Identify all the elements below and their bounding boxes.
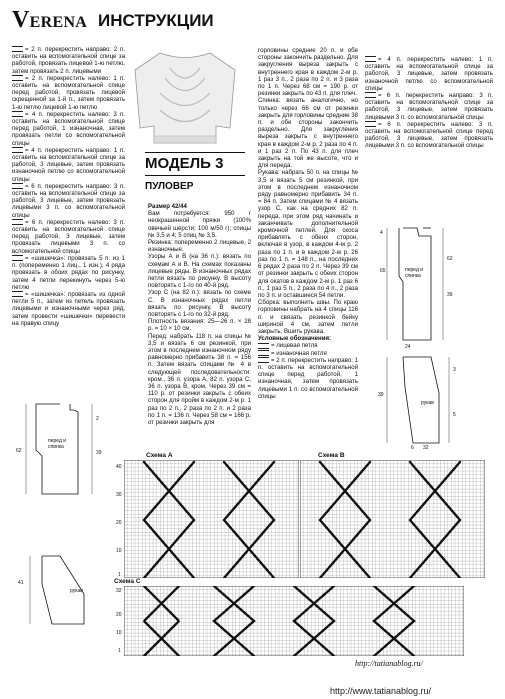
model-subtitle: ПУЛОВЕР <box>145 181 194 192</box>
cross-4-right-icon <box>12 147 23 153</box>
paragraph: Спинка: вязать аналогично, но только через 66 см от резинки закрыть для горловины средние 38 п. и обе стороны закончить раздельно. Для закругления выреза закрыть с внутреннего края в каждом 2-м р. 2 раза по 4 п. и 1 раз 2 п. По 43 п. для плеч закрыть на той же высоте, что и для переда. <box>258 97 359 170</box>
row-number: 1 <box>118 648 121 654</box>
footer-watermark[interactable]: http://www.tatianablog.ru/ <box>330 686 432 696</box>
legend-item: = «шишечка»: провязать 5 п. из 1 п. (попеременно 1 лиц., 1 изн.), 4 ряда провязать в обоих рядах по рисунку, затем 4 петли перекинуть через 5-ю петлю <box>12 254 125 291</box>
dim-number: 41 <box>18 580 24 586</box>
paragraph: Узоры А и В (на 36 п.): вязать по схемам А и В. На схемах показаны лицевые ряды. В изнаночных рядах петли вязать по рисунку. В высоту повторять с 1-го по 40-й ряд. <box>148 253 251 290</box>
brand-logo <box>12 7 87 34</box>
footer-url[interactable]: http://tatianablog.ru/ <box>355 659 423 668</box>
dim-number: 4 <box>380 230 383 236</box>
legend-item: = 6 п. перекрестить налево: 3 п. оставить на вспомогательной спице перед работой, 3 лицевые, затем провязать лицевыми 3 п. со вспомогательной спицы <box>365 120 493 150</box>
right-center-column <box>258 47 358 400</box>
legend-item: = 2 п. перекрестить налево: 1 п. оставить на вспомогательной спице перед работой, провязать лицевой скрещенной за 1-й п., затем провязать 1-ю петлю лицевой 1-ю петлю <box>12 74 125 111</box>
row-number: 1 <box>118 572 121 578</box>
right-schematics <box>365 222 495 457</box>
page-header <box>12 9 252 35</box>
cross-6-left-icon <box>12 219 23 225</box>
schematic-label: рукав <box>421 400 434 406</box>
cross-2-right-icon <box>12 46 23 52</box>
dim-number: 39 <box>378 392 384 398</box>
row-number: 40 <box>116 464 122 470</box>
model-title: МОДЕЛЬ 3 <box>145 155 224 172</box>
dim-number: 5 <box>453 412 456 418</box>
legend-item: = лицевая петля <box>258 342 358 349</box>
legend-item: = 4 п. перекрестить направо: 1 п. оставить на вспомогательной спице за работой, 3 лицевые, затем провязать изнаночной петлю со вспомогательной спицы <box>12 146 125 183</box>
chart-c-label: Схема С <box>114 578 141 585</box>
knit-stitch-icon <box>258 343 269 349</box>
legend-title: Условные обозначения: <box>258 335 332 343</box>
legend-item: = 2 п. перекрестить направо: 1 п. оставить на вспомогательной спице перед работой, 1 изнаночная, затем провязать лицевыми 1 п. со вспомогательной спицы <box>258 356 358 400</box>
sweater-illustration <box>130 48 240 148</box>
dim-number: 3 <box>453 367 456 373</box>
dim-number: 2 <box>96 416 99 422</box>
legend-item: = 6 п. перекрестить направо: 3 п. оставить на вспомогательной спице за работой, 3 лицевые, затем провязать лицевыми 3 п. со вспомогательной спицы <box>365 92 493 121</box>
legend-item: = изнаночная петля <box>258 350 358 357</box>
left-legend-column <box>12 46 125 327</box>
cross-6-left-icon <box>365 121 376 127</box>
legend-item: = 6 п. перекрестить налево: 3 п. оставить на вспомогательной спице перед работой, 3 лицевые, затем провязать лицевыми 3 п. со вспомогательной спицы <box>12 218 125 255</box>
row-number: 10 <box>116 548 122 554</box>
page-title: ИНСТРУКЦИИ <box>98 11 214 30</box>
row-number: 20 <box>116 520 122 526</box>
size-label: Размер 42/44 <box>148 203 187 210</box>
cross-6-right-icon <box>365 92 376 98</box>
right-legend-column <box>365 56 493 150</box>
row-number: 10 <box>116 630 122 636</box>
sleeve-schematic-left <box>12 548 132 643</box>
bobble-icon <box>12 255 23 261</box>
cross-4-left-icon <box>12 111 23 117</box>
chart-a-label: Схема А <box>146 452 173 459</box>
chart-c-grid <box>124 586 464 656</box>
legend-item: = 6 п. перекрестить направо: 3 п. оставить на вспомогательной спице за работой, 3 лицевые, затем провязать лицевыми 3 п. со вспомогательной спицы <box>12 182 125 219</box>
schematic-label: перед и спинка <box>405 267 424 279</box>
dim-number: 62 <box>16 448 22 454</box>
bobble-alt-icon <box>12 291 23 297</box>
paragraph: горловины средние 20 п. и обе стороны закончить раздельно. Для закругления выреза закрыть с внутреннего края в каждом 2-м р. 1 раз 3 п., 2 раза по 2 п. и 3 раза по 1 п. Через 68 см = 190 р. от резинки закрыть по 43 п. для плеч. <box>258 47 358 98</box>
chart-a-grid <box>124 460 299 578</box>
dim-number: 62 <box>447 256 453 262</box>
cross-2-left-icon <box>12 75 23 81</box>
paragraph: Узор С (на 82 п.): вязать по схеме С. В изнаночных рядах петли вязать по рисунку. В высоту повторять с 1-го по 32-й ряд. <box>148 289 251 319</box>
purl-stitch-icon <box>258 350 269 356</box>
brand-first-letter: V <box>12 7 30 33</box>
brand-rest: ERENA <box>29 14 88 31</box>
cross-6-right-icon <box>12 183 23 189</box>
cross-2-right-icon <box>258 357 269 363</box>
legend-item: = 2 п. перекрестить направо: 2 п. оставить на вспомогательной спице за работой, провязать лицевой 1-ю петлю, затем провязать 2 п. лицевыми <box>12 46 125 75</box>
row-number: 20 <box>116 612 122 618</box>
paragraph: Рукава: набрать 50 п. на спицы № 3,5 и вязать 5 см резинкой, при этом в последнем изнаночном ряду равномерно прибавить 34 п. = 84 п. Затем спицами № 4 вязать узор С, как на средних 82 п. переда, при этом ряд начинать и заканчивать дополнительной кромочной петлей. Для скоса прибавлять с обеих сторон, включая в узор, в каждом 4-м р. 2 раза по 1 п. и в каждом 2-м р. 26 раз по 1 п. = 148 п., на последних 6 рядах 2 раза по 2 п. Через 39 см от резинки закрыть с обеих сторон для окатов в каждом 2-м р. 1 раз 6 п., 1 раз 5 п., 2 раза по 4 п., 2 раза по 3 п. и оставшиеся 54 петли. <box>258 169 358 299</box>
dim-number: 39 <box>447 292 453 298</box>
dim-number: 32 <box>423 445 429 451</box>
dim-number: 39 <box>96 450 102 456</box>
paragraph: Вам потребуется: 950 г неокрашенной пряжи (100% овечьей шерсти; 100 м/50 г); спицы № 3,5 и 4; 5 спиц № 3,5. <box>148 210 251 239</box>
row-number: 30 <box>116 492 122 498</box>
model-heading <box>145 152 255 192</box>
row-number: 32 <box>116 588 122 594</box>
dim-number: 6 <box>411 445 414 451</box>
paragraph: Плотность вязания: 25—26 п. × 28 р. = 10 × 10 см. <box>148 318 251 333</box>
paragraph: Перед: набрать 118 п. на спицы № 3,5 и вязать 6 см резинкой, при этом в последнем изнаночном ряду равномерно прибавить 38 п. = 156 п. Затем вязать спицами № 4 в следующей последовательности: кром., 36 п. узора А, 82 п. узора С, 36 п. узора В, кром. Через 39 см = 110 р. от резинки закрыть с обеих сторон для пройм в каждом 2-м р. 1 раз по 2 п., 2 раза по 2 п. и 2 раза по 1 п. = 136 п. Через 58 см = 166 р. от резинки закрыть для <box>148 332 251 427</box>
sweater-photo <box>130 48 240 148</box>
cross-4-left-icon <box>365 56 376 62</box>
legend-item: = 4 п. перекрестить налево: 3 п. оставить на вспомогательной спице перед работой, 1 изнаночная, затем провязать петли со вспомогательной спицы <box>12 110 125 147</box>
legend-item: = «шишечка»: провязать из одной петли 5 п., затем из петель провязать лицевыми и изнаночными через ряд, затем провести «шишечки» перевести на правую спицу <box>12 290 125 327</box>
schematic-label: перед и спинка <box>48 438 67 450</box>
dim-number: 65 <box>380 268 386 274</box>
middle-column <box>148 203 251 426</box>
chart-b-label: Схема В <box>318 452 345 459</box>
schematic-label: рукав <box>70 588 83 594</box>
left-schematics <box>12 398 132 598</box>
paragraph: Резинка: попеременно 2 лицевые, 2 изнаночные. <box>148 239 251 254</box>
dim-number: 24 <box>405 344 411 350</box>
legend-item: = 4 п. перекрестить налево: 1 п. оставить на вспомогательной спице за работой, 3 лицевые, затем провязать изнаночной петлю со вспомогательной спицы <box>365 56 493 92</box>
chart-b-grid <box>300 460 485 578</box>
paragraph: Сборка: выполнить швы. По краю горловины набрать на 4 спицы 116 п. и связать резинкой бейку шириной 4 см, затем петли закрыть. Вшить рукава. <box>258 299 358 335</box>
